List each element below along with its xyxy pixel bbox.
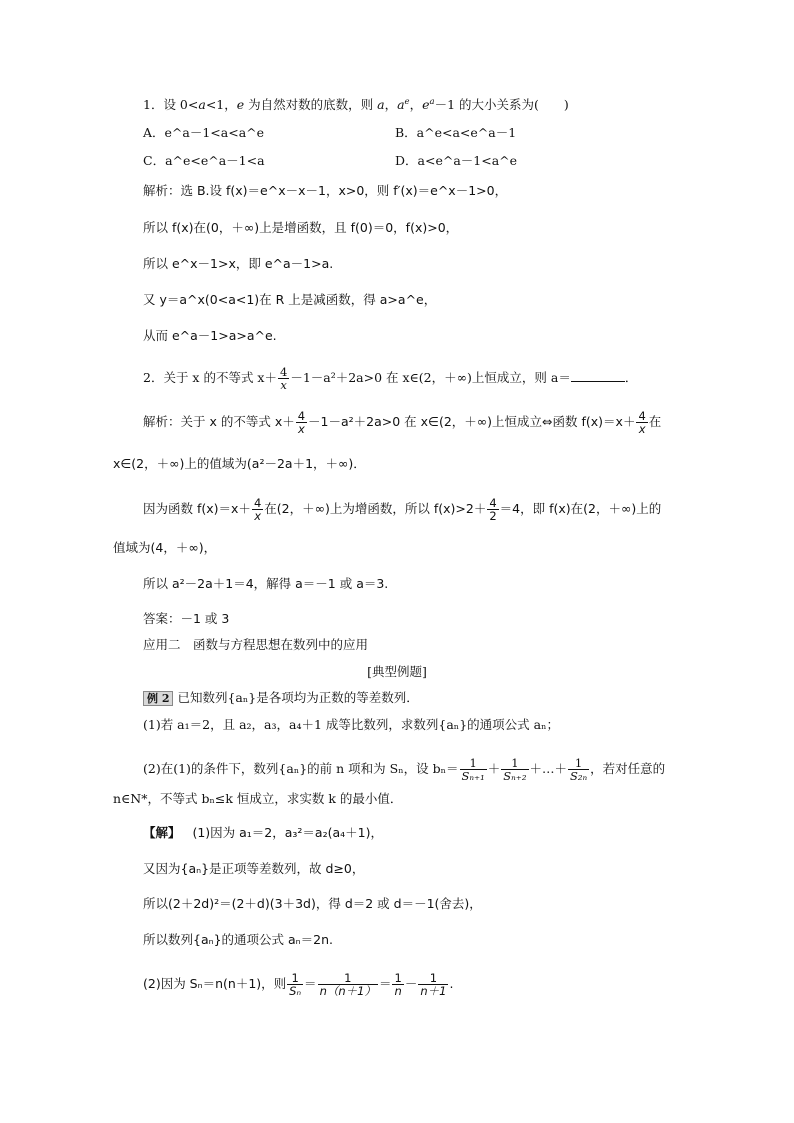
q2-answer: 答案：－1 或 3 [143, 611, 230, 626]
solution-line-5: (2)因为 Sₙ＝n(n＋1)，则 $\frac{1}{\text{Sₙ}}$ ＝ $\frac{1}{n(n+1)}$ ＝ $\frac{1}{n}$ － $\frac{1}{n+1}$ . [143, 971, 454, 998]
q2-analysis-line-5: 所以 a²－2a＋1＝4，解得 a＝－1 或 a＝3. [143, 576, 389, 591]
q2-analysis-line-2: x∈(2，＋∞)上的值域为(a²－2a＋1，＋∞)． [113, 456, 366, 471]
q1-analysis-line-3: 所以 e^x－1>x，即 e^a－1>a. [143, 256, 334, 271]
solution-line-1: 【解】 (1)因为 a₁＝2，a₃²＝a₂(a₄＋1)， [143, 825, 383, 840]
q1-stem: 1．设 0<a<1，e 为自然对数的底数，则 a，$a^e$，$e^a-1$ 的大小关系为( ) [143, 96, 569, 112]
solution-line-3: 所以(2＋2d)²＝(2＋d)(3＋3d)，得 d＝2 或 d＝－1(舍去)， [143, 896, 482, 911]
example-badge: 例 2 [143, 691, 173, 706]
example-2-part-2: (2)在(1)的条件下，数列{aₙ}的前 n 项和为 Sₙ，设 bₙ＝ $\frac{1}{\text{Sₙ₊₁}}$ ＋ $\frac{1}{\text{Sₙ₊₂}}$ ＋…＋ $\frac{1}{\text{S₂ₙ}}$ ，若对任意的 [143, 756, 666, 783]
q1-option-c: C．a^e<e^a－1<a [143, 153, 265, 168]
q2-analysis-line-1: 解析：关于 x 的不等式 x＋ $\frac{4}{x}$ －1－a²＋2a>0 在 x∈(2，＋∞)上恒成立⇔函数 f(x)＝x＋ $\frac{4}{x}$ 在 [143, 409, 662, 436]
section-heading: 应用二 函数与方程思想在数列中的应用 [143, 637, 369, 652]
q1-option-b: B．a^e<a<e^a－1 [395, 125, 517, 140]
q1-analysis-line-4: 又 y＝a^x(0<a<1)在 R 上是减函数，得 a>a^e， [143, 292, 437, 307]
q1-option-a: A．e^a－1<a<a^e [143, 125, 265, 140]
q2-stem-fraction: $\frac{4}{x}$ [279, 365, 288, 392]
example-2-stem: 例 2 已知数列{aₙ}是各项均为正数的等差数列． [143, 690, 419, 706]
section-subheading: [典型例题] [367, 664, 427, 679]
example-2-part-2-cont: n∈N*，不等式 bₙ≤k 恒成立，求实数 k 的最小值． [113, 791, 403, 806]
q1-analysis-line-2: 所以 f(x)在(0，＋∞)上是增函数，且 f(0)＝0，f(x)>0， [143, 220, 459, 235]
q1-option-d: D．a<e^a－1<a^e [395, 153, 518, 168]
q1-analysis-line-1: 解析：选 B.设 f(x)＝e^x－x－1，x>0，则 f′(x)＝e^x－1>0， [143, 183, 508, 198]
solution-line-4: 所以数列{aₙ}的通项公式 aₙ＝2n. [143, 932, 334, 947]
answer-blank [571, 369, 625, 382]
q2-analysis-line-3: 因为函数 f(x)＝x＋ $\frac{4}{x}$ 在(2，＋∞)上为增函数，所以 f(x)>2＋ $\frac{4}{2}$ ＝4，即 f(x)在(2，＋∞)上的 [143, 496, 662, 523]
q2-stem: 2．关于 x 的不等式 x＋ $\frac{4}{x}$ －1－a²＋2a>0 在 x∈(2，＋∞)上恒成立，则 a＝ ． [143, 365, 638, 392]
solution-line-2: 又因为{aₙ}是正项等差数列，故 d≥0， [143, 861, 365, 876]
q2-analysis-line-4: 值域为(4，＋∞)， [113, 540, 217, 555]
example-2-part-1: (1)若 a₁＝2，且 a₂，a₃，a₄＋1 成等比数列，求数列{aₙ}的通项公式 aₙ； [143, 717, 559, 732]
q1-analysis-line-5: 从而 e^a－1>a>a^e. [143, 328, 277, 343]
